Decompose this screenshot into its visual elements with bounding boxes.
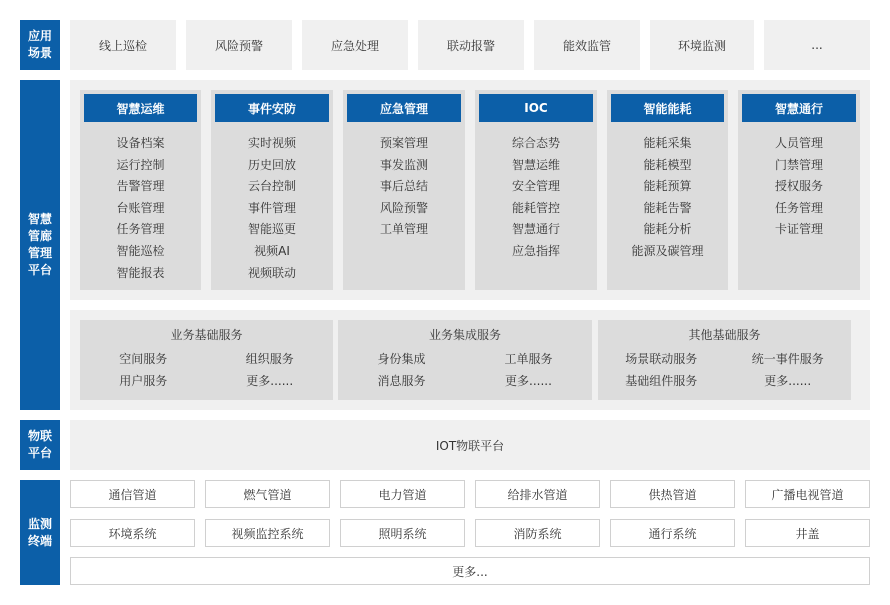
module-item[interactable]: 告警管理 — [116, 179, 165, 194]
module-item[interactable]: 智慧通行 — [511, 222, 560, 237]
scene-item[interactable]: 风险预警 — [186, 20, 292, 70]
scene-item[interactable]: 联动报警 — [418, 20, 524, 70]
service-item[interactable]: 基础组件服务 — [625, 374, 698, 388]
module-item[interactable]: 能源及碳管理 — [631, 243, 704, 258]
service-other-basic — [598, 320, 851, 400]
service-title: 业务集成服务 — [428, 328, 501, 342]
module-title[interactable]: 应急管理 — [347, 94, 461, 122]
module-item[interactable]: 工单管理 — [379, 222, 428, 237]
service-business-basic — [80, 320, 333, 400]
module-item[interactable]: 智能巡检 — [116, 243, 165, 258]
module-item[interactable]: 卡证管理 — [774, 222, 823, 237]
module-item[interactable]: 视频联动 — [247, 265, 296, 280]
service-item-more[interactable]: 更多...... — [505, 374, 552, 388]
module-title[interactable]: 智慧运维 — [84, 94, 197, 122]
module-item[interactable]: 任务管理 — [116, 222, 165, 237]
module-item[interactable]: 智能巡更 — [247, 222, 296, 237]
module-event-security — [211, 90, 333, 290]
terminal-item[interactable]: 供热管道 — [610, 480, 735, 508]
terminal-item[interactable]: 井盖 — [745, 519, 870, 547]
terminal-item[interactable]: 通行系统 — [610, 519, 735, 547]
module-item[interactable]: 任务管理 — [774, 200, 823, 215]
terminal-item[interactable]: 广播电视管道 — [745, 480, 870, 508]
module-title[interactable]: 智慧通行 — [742, 94, 856, 122]
module-title[interactable]: 智能能耗 — [611, 94, 724, 122]
module-item[interactable]: 事后总结 — [379, 179, 428, 194]
module-item[interactable]: 人员管理 — [774, 136, 823, 150]
module-item[interactable]: 视频AI — [254, 243, 290, 258]
module-item[interactable]: 历史回放 — [247, 157, 296, 172]
terminal-item[interactable]: 通信管道 — [70, 480, 195, 508]
module-item[interactable]: 安全管理 — [511, 179, 560, 194]
module-item[interactable]: 智慧运维 — [511, 157, 560, 172]
module-item[interactable]: 台账管理 — [116, 200, 165, 215]
module-item[interactable]: 能耗预算 — [643, 179, 692, 194]
terminal-item[interactable]: 燃气管道 — [205, 480, 330, 508]
module-item[interactable]: 事件管理 — [247, 200, 296, 215]
iot-platform-box[interactable]: IOT物联平台 — [70, 420, 870, 470]
service-item[interactable]: 场景联动服务 — [625, 352, 698, 366]
service-item[interactable]: 组织服务 — [245, 352, 294, 366]
module-item[interactable]: 应急指挥 — [511, 243, 560, 258]
module-item[interactable]: 设备档案 — [116, 136, 165, 150]
service-item-more[interactable]: 更多...... — [246, 374, 294, 388]
terminal-item[interactable]: 给排水管道 — [475, 480, 600, 508]
service-item[interactable]: 工单服务 — [504, 352, 553, 366]
module-item[interactable]: 能耗告警 — [643, 200, 692, 215]
terminal-item[interactable]: 电力管道 — [340, 480, 465, 508]
module-item[interactable]: 综合态势 — [511, 136, 560, 150]
terminal-item[interactable]: 照明系统 — [340, 519, 465, 547]
scene-item-more[interactable]: ... — [764, 20, 870, 70]
module-item[interactable]: 授权服务 — [774, 179, 823, 194]
layer-label-app-scene: 应用场景 — [20, 20, 60, 70]
module-item[interactable]: 能耗分析 — [643, 222, 692, 237]
module-smart-ops — [80, 90, 201, 290]
service-item[interactable]: 身份集成 — [377, 352, 426, 366]
platform-modules-panel — [70, 80, 870, 300]
module-item[interactable]: 能耗采集 — [643, 136, 692, 150]
service-title: 业务基础服务 — [170, 328, 243, 342]
layer-label-terminal: 监测终端 — [20, 480, 60, 585]
layer-label-iot: 物联平台 — [20, 420, 60, 470]
module-item[interactable]: 能耗模型 — [643, 157, 692, 172]
module-emergency — [343, 90, 465, 290]
service-item[interactable]: 统一事件服务 — [751, 352, 824, 366]
module-smart-access — [738, 90, 860, 290]
module-energy — [607, 90, 728, 290]
terminal-more[interactable]: 更多... — [70, 557, 870, 585]
service-item[interactable]: 空间服务 — [119, 352, 168, 366]
terminal-item[interactable]: 消防系统 — [475, 519, 600, 547]
service-item-more[interactable]: 更多...... — [764, 374, 812, 388]
module-item[interactable]: 能耗管控 — [511, 200, 560, 215]
scene-item[interactable]: 线上巡检 — [70, 20, 176, 70]
module-item[interactable]: 预案管理 — [379, 136, 428, 150]
service-title: 其他基础服务 — [688, 328, 761, 342]
terminal-item[interactable]: 环境系统 — [70, 519, 195, 547]
module-item[interactable]: 运行控制 — [116, 157, 165, 172]
platform-services-panel — [70, 310, 870, 410]
module-item[interactable]: 云台控制 — [247, 179, 296, 194]
terminal-item[interactable]: 视频监控系统 — [205, 519, 330, 547]
module-title[interactable]: IOC — [479, 94, 593, 122]
module-ioc — [475, 90, 597, 290]
module-item[interactable]: 实时视频 — [247, 136, 296, 150]
layer-label-platform: 智慧管廊管理平台 — [20, 80, 60, 410]
module-item[interactable]: 智能报表 — [116, 265, 165, 280]
module-item[interactable]: 门禁管理 — [774, 157, 823, 172]
scene-item[interactable]: 环境监测 — [650, 20, 754, 70]
module-item[interactable]: 风险预警 — [379, 200, 428, 215]
service-item[interactable]: 用户服务 — [119, 374, 168, 388]
scene-item[interactable]: 能效监管 — [534, 20, 640, 70]
scene-item[interactable]: 应急处理 — [302, 20, 408, 70]
module-item[interactable]: 事发监测 — [379, 157, 428, 172]
service-business-integration — [338, 320, 592, 400]
module-title[interactable]: 事件安防 — [215, 94, 329, 122]
service-item[interactable]: 消息服务 — [377, 374, 426, 388]
